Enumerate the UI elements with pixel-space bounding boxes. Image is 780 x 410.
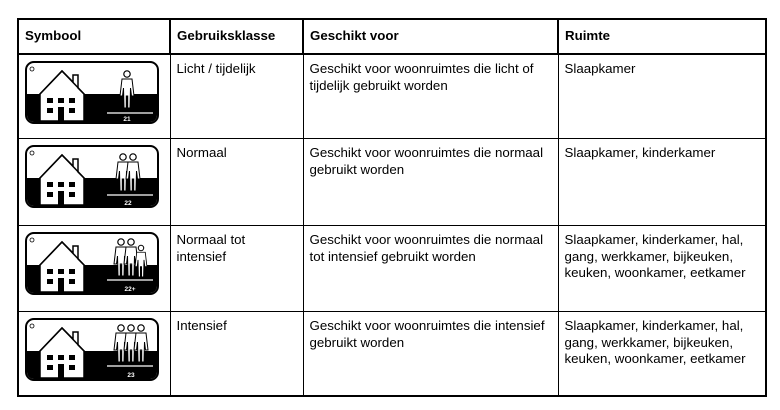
- header-row: [18, 19, 766, 54]
- ruimte-cell: Slaapkamer, kinderkamer, hal, gang, werkkamer, bijkeuken, keuken, woonkamer, eetkamer: [558, 226, 766, 312]
- table-row: [18, 312, 766, 397]
- ruimte-cell: Slaapkamer, kinderkamer: [558, 139, 766, 226]
- geschikt-voor-cell: Geschikt voor woonruimtes die intensief gebruikt worden: [303, 312, 558, 397]
- gebruiksklasse-cell: Normaal: [170, 139, 303, 226]
- table-row: [18, 226, 766, 312]
- symbol-cell: [18, 54, 170, 139]
- house-one-person-icon: [25, 61, 159, 124]
- usage-class-table: [17, 18, 767, 397]
- ruimte-cell: Slaapkamer, kinderkamer, hal, gang, werkkamer, bijkeuken, keuken, woonkamer, eetkamer: [558, 312, 766, 397]
- table-row: [18, 139, 766, 226]
- header-gebruiksklasse: Gebruiksklasse: [170, 19, 303, 54]
- symbol-cell: [18, 139, 170, 226]
- svg-text:22: 22: [124, 200, 132, 207]
- house-three-persons-icon: [25, 318, 159, 381]
- house-family-icon: [25, 232, 159, 295]
- gebruiksklasse-cell: Normaal tot intensief: [170, 226, 303, 312]
- symbol-cell: [18, 312, 170, 397]
- ruimte-cell: Slaapkamer: [558, 54, 766, 139]
- header-geschikt-voor: Geschikt voor: [303, 19, 558, 54]
- svg-text:23: 23: [127, 372, 135, 379]
- symbol-cell: [18, 226, 170, 312]
- geschikt-voor-cell: Geschikt voor woonruimtes die normaal tot intensief gebruikt worden: [303, 226, 558, 312]
- gebruiksklasse-cell: Licht / tijdelijk: [170, 54, 303, 139]
- header-ruimte: Ruimte: [558, 19, 766, 54]
- geschikt-voor-cell: Geschikt voor woonruimtes die normaal gebruikt worden: [303, 139, 558, 226]
- table-row: [18, 54, 766, 139]
- svg-text:21: 21: [123, 116, 131, 123]
- gebruiksklasse-cell: Intensief: [170, 312, 303, 397]
- house-two-persons-icon: [25, 145, 159, 208]
- header-symbool: Symbool: [18, 19, 170, 54]
- svg-text:22+: 22+: [124, 286, 136, 293]
- geschikt-voor-cell: Geschikt voor woonruimtes die licht of tijdelijk gebruikt worden: [303, 54, 558, 139]
